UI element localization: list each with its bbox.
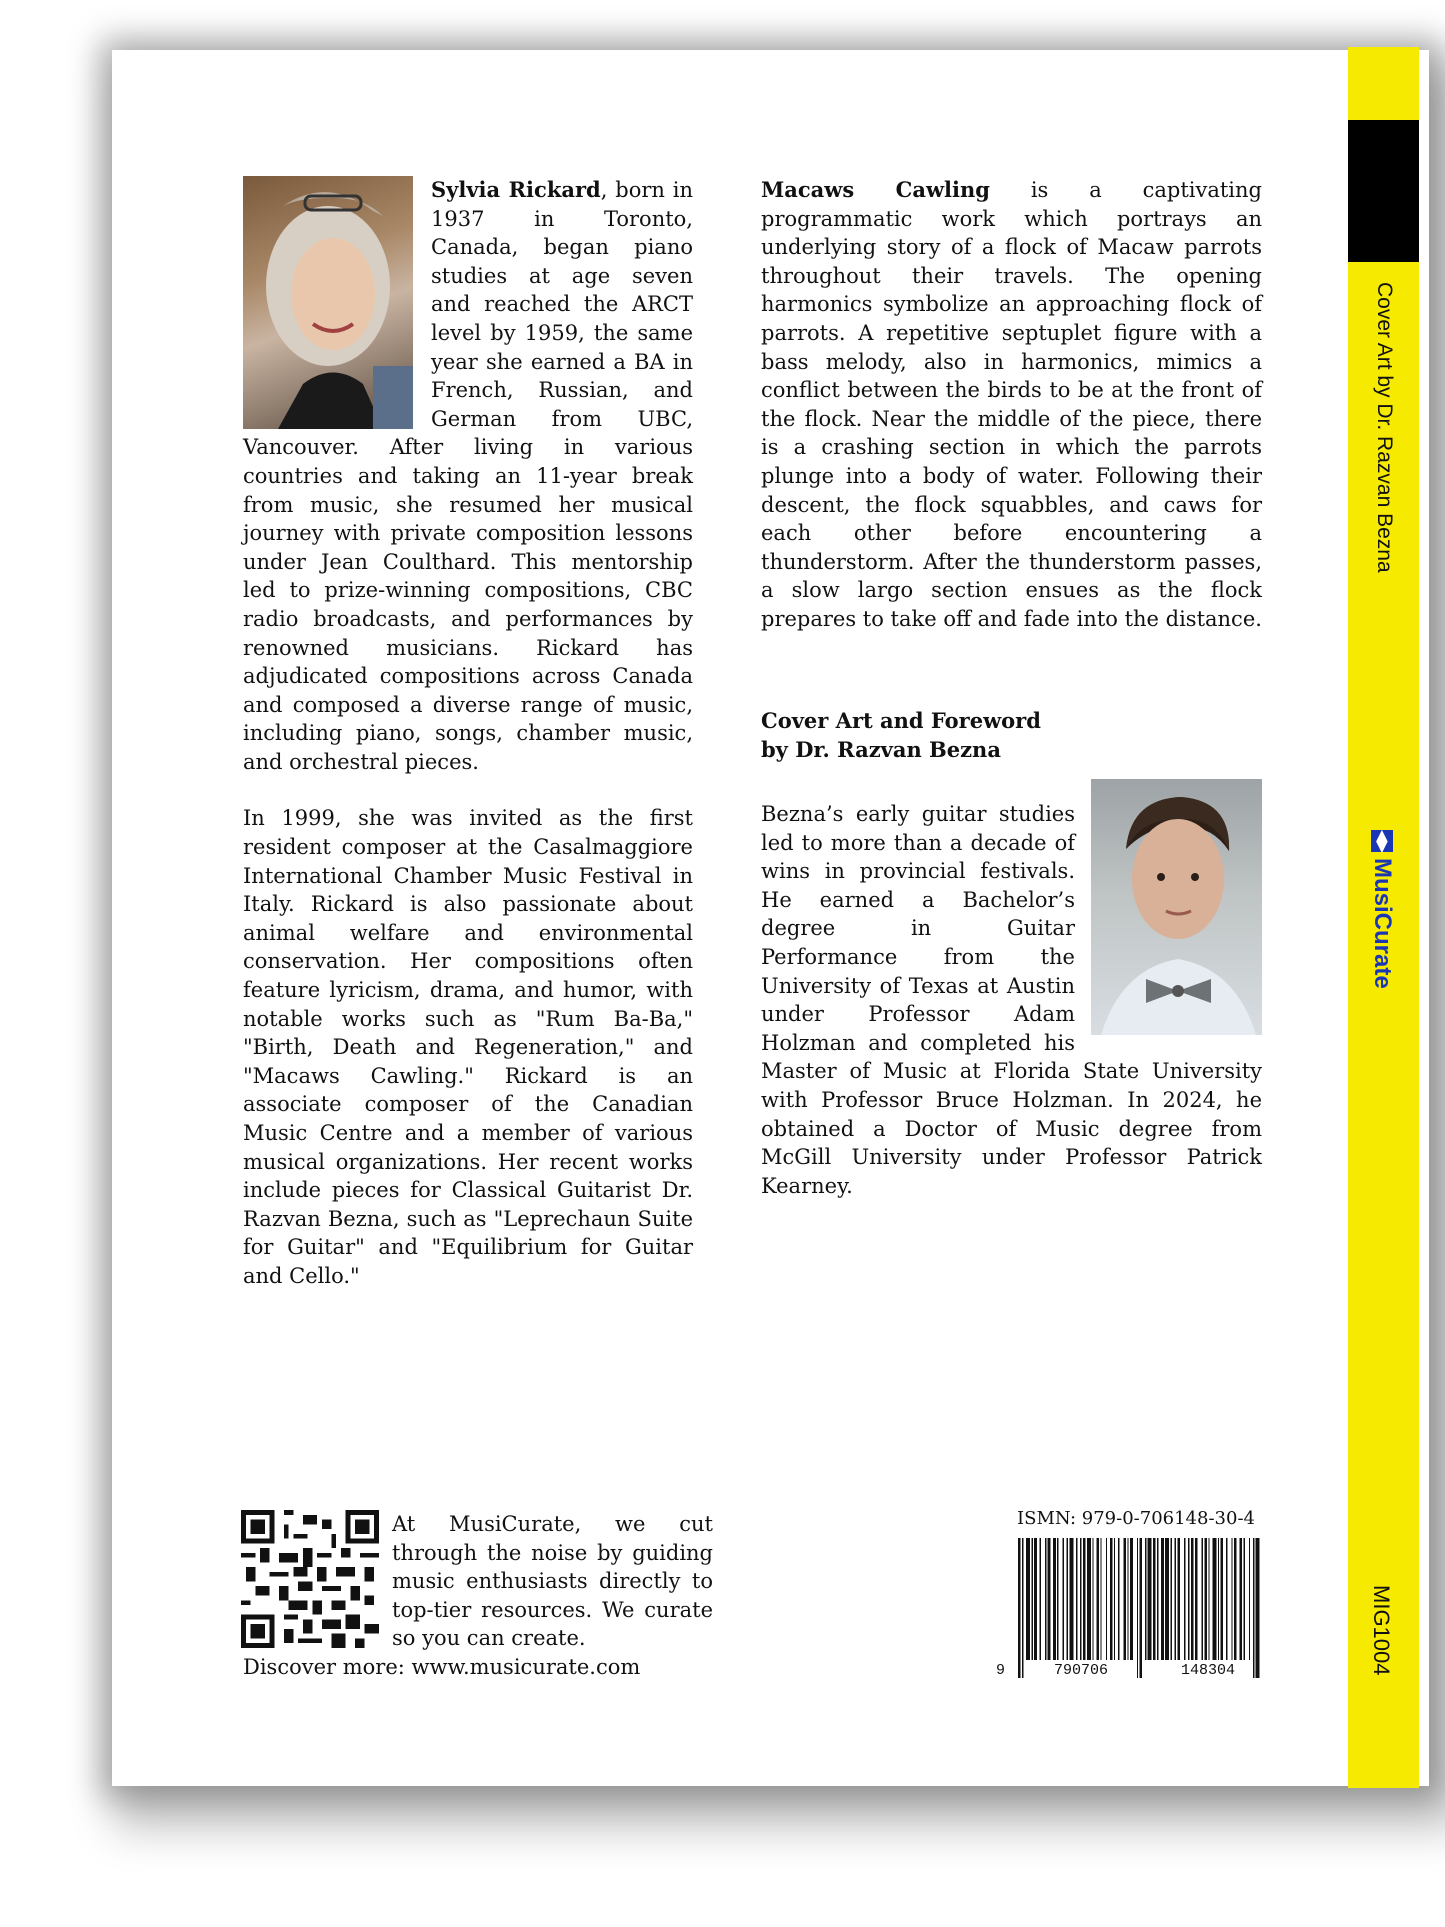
barcode-bar — [1195, 1538, 1198, 1660]
barcode-bar — [1057, 1538, 1058, 1660]
razvan-bezna-photo — [1091, 779, 1262, 1035]
barcode-bar — [1153, 1538, 1156, 1660]
barcode-bar — [1239, 1538, 1242, 1660]
composer-bio-paragraph-1: , born in 1937 in Toronto, Canada, began piano studies at age seven and reached the ARCT level by 1959, the same year she earned a BA in French, Russian, and German from UBC, Vancouver. After living in various countries and taking an 11-year break from music, she resumed her musical journey with private composition lessons under Jean Coulthard. This mentorship led to prize-winning compositions, CBC radio broadcasts, and performances by renowned musicians. Rickard has adjudicated compositions across Canada and composed a diverse range of music, including piano, songs, chamber music, and orchestral pieces. — [243, 178, 693, 774]
barcode-digit-first: 9 — [996, 1662, 1006, 1679]
barcode-bar — [1221, 1538, 1224, 1660]
composer-name: Sylvia Rickard — [431, 177, 601, 202]
barcode-bar — [1069, 1538, 1073, 1660]
barcode-bar — [1188, 1538, 1189, 1660]
barcode-bar — [1231, 1538, 1232, 1660]
barcode-bar — [1157, 1538, 1158, 1660]
barcode-bar — [1212, 1538, 1216, 1660]
barcode-bar — [1184, 1538, 1185, 1660]
barcode-bar — [1096, 1538, 1099, 1660]
barcode-bar — [1171, 1538, 1172, 1660]
barcode-bar — [1208, 1538, 1209, 1660]
barcode-bar — [1127, 1538, 1128, 1660]
work-title: Macaws Cawling — [761, 177, 990, 202]
barcode-bar — [1191, 1538, 1194, 1660]
barcode-bar — [1087, 1538, 1091, 1660]
barcode-bar — [1022, 1538, 1023, 1678]
barcode-digits-group-2: 148304 — [1181, 1662, 1236, 1679]
ismn-number: ISMN: 979-0-706148-30-4 — [1017, 1508, 1255, 1529]
foreword-heading-line-1: Cover Art and Foreword — [761, 708, 1041, 733]
barcode-bar — [1161, 1538, 1164, 1660]
barcode-bar — [1048, 1538, 1051, 1660]
barcode-bar — [1175, 1538, 1176, 1660]
barcode-bar — [1018, 1538, 1021, 1678]
musicurate-promo-text: At MusiCurate, we cut through the noise by guiding music enthusiasts directly to top-tier resources. We curate so you can create. — [392, 1512, 713, 1651]
barcode-bar — [1140, 1538, 1143, 1678]
discover-more-link[interactable]: Discover more: www.musicurate.com — [243, 1655, 641, 1679]
barcode-bar — [1063, 1538, 1064, 1660]
barcode-bar — [1204, 1538, 1207, 1660]
barcode-bar — [1243, 1538, 1244, 1660]
spine-catalog-code: MIG1004 — [1369, 1585, 1394, 1676]
barcode-bar — [1234, 1538, 1237, 1660]
work-description: is a captivating programmatic work which portrays an underlying story of a flock of Macaw parrots throughout their travels. The opening harmonics symbolize an approaching flock of parrots. A repetitive septuplet figure with a bass melody, also in harmonics, mimics a conflict between the birds to be at the front of the flock. Near the middle of the piece, there is a crashing section in which the parrots plunge into a body of water. Following their descent, the flock squabbles, and caws for each other before encountering a thunderstorm. After the thunderstorm passes, a slow largo section ensues as the flock prepares to take off and fade into the distance. — [761, 178, 1262, 631]
barcode-bar — [1249, 1538, 1250, 1660]
barcode-bar — [1148, 1538, 1152, 1660]
barcode-bar — [1114, 1538, 1115, 1660]
barcode-bar — [1226, 1538, 1227, 1660]
bezna-bio — [761, 779, 1262, 1221]
barcode-bar — [1118, 1538, 1119, 1660]
spine-brand — [1368, 830, 1396, 989]
barcode-bar — [1100, 1538, 1101, 1660]
barcode-bar — [1032, 1538, 1033, 1660]
barcode-bar — [1053, 1538, 1056, 1660]
bezna-bio-text: Bezna’s early guitar studies led to more than a decade of wins in provincial festivals. He earned a Bachelor’s degree in Guitar Performance from the University of Texas at Austin under Professor Adam Holzman and completed his Master of Music at Florida State University with Professor Bruce Holzman. In 2024, he obtained a Doctor of Music degree from McGill University under Professor Patrick Kearney. — [761, 802, 1262, 1198]
barcode-bar — [1040, 1538, 1041, 1660]
foreword-heading-line-2: by Dr. Razvan Bezna — [761, 736, 1001, 762]
spine-cover-art-credit: Cover Art by Dr. Razvan Bezna — [1373, 282, 1396, 573]
barcode-bar — [1110, 1538, 1113, 1660]
composer-bio-column — [243, 176, 693, 1291]
barcode-bar — [1080, 1538, 1081, 1660]
composer-bio-paragraph-2: In 1999, she was invited as the first resident composer at the Casalmaggiore International Chamber Music Festival in Italy. Rickard is also passionate about animal welfare and environmental conservation. Her compositions often feature lyricism, drama, and humor, with notable works such as "Rum Ba-Ba," "Birth, Death and Regeneration," and "Macaws Cawling." Rickard is an associate composer of the Canadian Music Centre and a member of various musical organizations. Her recent works include pieces for Classical Guitarist Dr. Razvan Bezna, such as "Leprechaun Suite for Guitar" and "Equilibrium for Guitar and Cello." — [243, 806, 693, 1288]
barcode-bar — [1123, 1538, 1126, 1660]
barcode-bar — [1067, 1538, 1068, 1660]
work-description-column — [761, 176, 1262, 634]
barcode-bar — [1137, 1538, 1138, 1678]
musicurate-logo-icon: ◀▶ — [1371, 830, 1393, 852]
barcode-bar — [1106, 1538, 1107, 1660]
spine-brand-name: MusiCurate — [1369, 858, 1396, 989]
barcode-bar — [1177, 1538, 1180, 1660]
sylvia-rickard-photo — [243, 176, 413, 429]
barcode-digits-group-1: 790706 — [1054, 1662, 1109, 1679]
barcode-bar — [1130, 1538, 1133, 1660]
barcode-bar — [1253, 1538, 1254, 1678]
barcode-bar — [1026, 1538, 1030, 1660]
barcode-bar — [1218, 1538, 1219, 1660]
barcode-bar — [1165, 1538, 1169, 1660]
barcode-bar — [1145, 1538, 1146, 1660]
barcode-bar — [1076, 1538, 1077, 1660]
spine-black-band — [1348, 120, 1419, 262]
barcode-bar — [1083, 1538, 1086, 1660]
barcode-bar — [1092, 1538, 1093, 1660]
barcode-bar — [1034, 1538, 1037, 1660]
barcode-bar — [1202, 1538, 1203, 1660]
barcode — [1016, 1538, 1262, 1678]
barcode-bar — [1045, 1538, 1046, 1660]
foreword-heading — [761, 707, 1041, 764]
qr-code[interactable] — [241, 1510, 379, 1648]
barcode-bar — [1256, 1538, 1260, 1678]
